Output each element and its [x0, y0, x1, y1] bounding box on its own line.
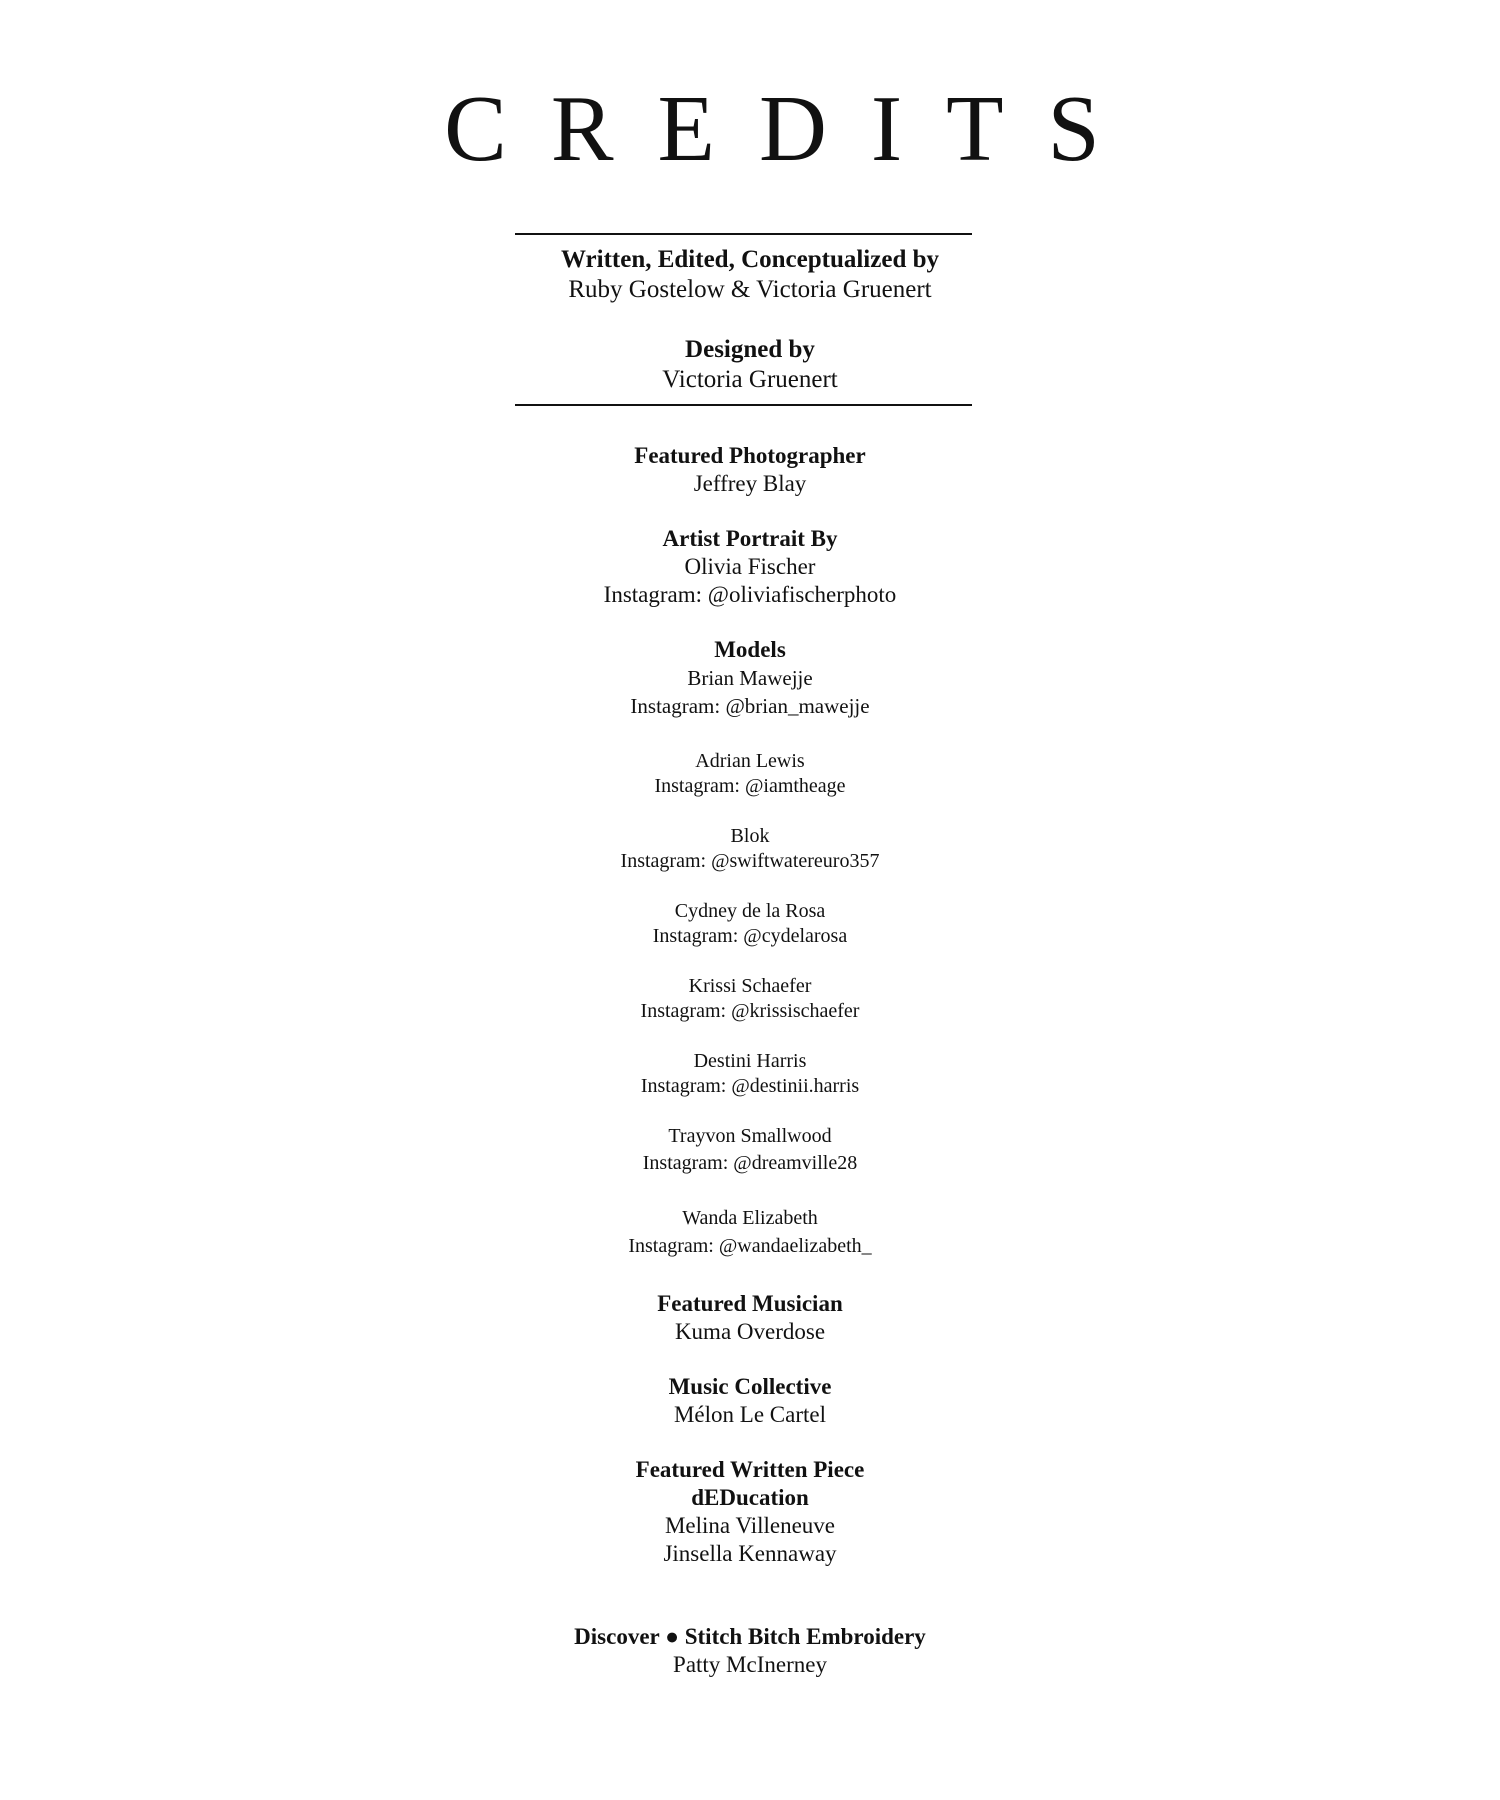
- top-divider: [515, 233, 972, 235]
- credit-value: Patty McInerney: [673, 1652, 827, 1677]
- model-entry: [450, 974, 1050, 1024]
- page-title: CREDITS: [444, 77, 1144, 181]
- model-name: Trayvon Smallwood: [668, 1125, 832, 1147]
- credit-value: Ruby Gostelow & Victoria Gruenert: [568, 276, 932, 303]
- credit-designed-by: [450, 335, 1050, 395]
- instagram-handle: Instagram: @krissischaefer: [640, 1000, 860, 1022]
- instagram-handle: Instagram: @cydelarosa: [652, 925, 848, 947]
- author-name: Melina Villeneuve: [664, 1513, 835, 1538]
- credit-label: Featured Musician: [657, 1291, 843, 1316]
- written-piece-title: dEDucation: [691, 1485, 809, 1510]
- instagram-handle: Instagram: @swiftwatereuro357: [620, 850, 880, 872]
- instagram-handle: Instagram: @dreamville28: [642, 1152, 858, 1174]
- credit-value: Olivia Fischer: [684, 554, 816, 579]
- credit-label: Artist Portrait By: [662, 526, 838, 551]
- credit-written-by: [450, 245, 1050, 305]
- model-name: Brian Mawejje: [687, 666, 813, 690]
- model-name: Wanda Elizabeth: [682, 1207, 818, 1229]
- credit-label: Music Collective: [668, 1374, 832, 1399]
- instagram-handle: Instagram: @destinii.harris: [640, 1075, 860, 1097]
- credit-value: Jeffrey Blay: [693, 471, 807, 496]
- credit-value: Mélon Le Cartel: [673, 1402, 826, 1427]
- model-entry: [450, 899, 1050, 949]
- instagram-handle: Instagram: @brian_mawejje: [630, 694, 870, 718]
- credit-value: Kuma Overdose: [674, 1319, 826, 1344]
- bottom-divider: [515, 404, 972, 406]
- credit-models-heading: [450, 636, 1050, 664]
- credit-music-collective: [450, 1373, 1050, 1429]
- credit-label: Discover ● Stitch Bitch Embroidery: [574, 1624, 926, 1649]
- model-name: Cydney de la Rosa: [674, 900, 826, 922]
- model-name: Destini Harris: [693, 1050, 807, 1072]
- model-name: Krissi Schaefer: [688, 975, 812, 997]
- credit-label: Designed by: [685, 336, 815, 363]
- model-name: Adrian Lewis: [695, 750, 805, 772]
- model-entry: [450, 749, 1050, 799]
- credit-value: Victoria Gruenert: [662, 366, 838, 393]
- credit-featured-written-piece: [450, 1456, 1050, 1568]
- credit-label: Written, Edited, Conceptualized by: [560, 246, 939, 273]
- model-entry: [450, 665, 1050, 719]
- model-entry: [450, 1206, 1050, 1259]
- model-name: Blok: [730, 825, 770, 847]
- credit-discover: [450, 1623, 1050, 1679]
- model-entry: [450, 1124, 1050, 1176]
- instagram-handle: Instagram: @oliviafischerphoto: [603, 582, 897, 607]
- credit-label: Models: [714, 637, 786, 662]
- instagram-handle: Instagram: @iamtheage: [654, 775, 846, 797]
- credit-label: Featured Photographer: [634, 443, 866, 468]
- credit-label: Featured Written Piece: [635, 1457, 865, 1482]
- credit-featured-photographer: [450, 442, 1050, 498]
- credit-artist-portrait: [450, 525, 1050, 609]
- instagram-handle: Instagram: @wandaelizabeth_: [628, 1235, 872, 1257]
- author-name: Jinsella Kennaway: [663, 1541, 837, 1566]
- credit-featured-musician: [450, 1290, 1050, 1346]
- model-entry: [450, 1049, 1050, 1099]
- model-entry: [450, 824, 1050, 874]
